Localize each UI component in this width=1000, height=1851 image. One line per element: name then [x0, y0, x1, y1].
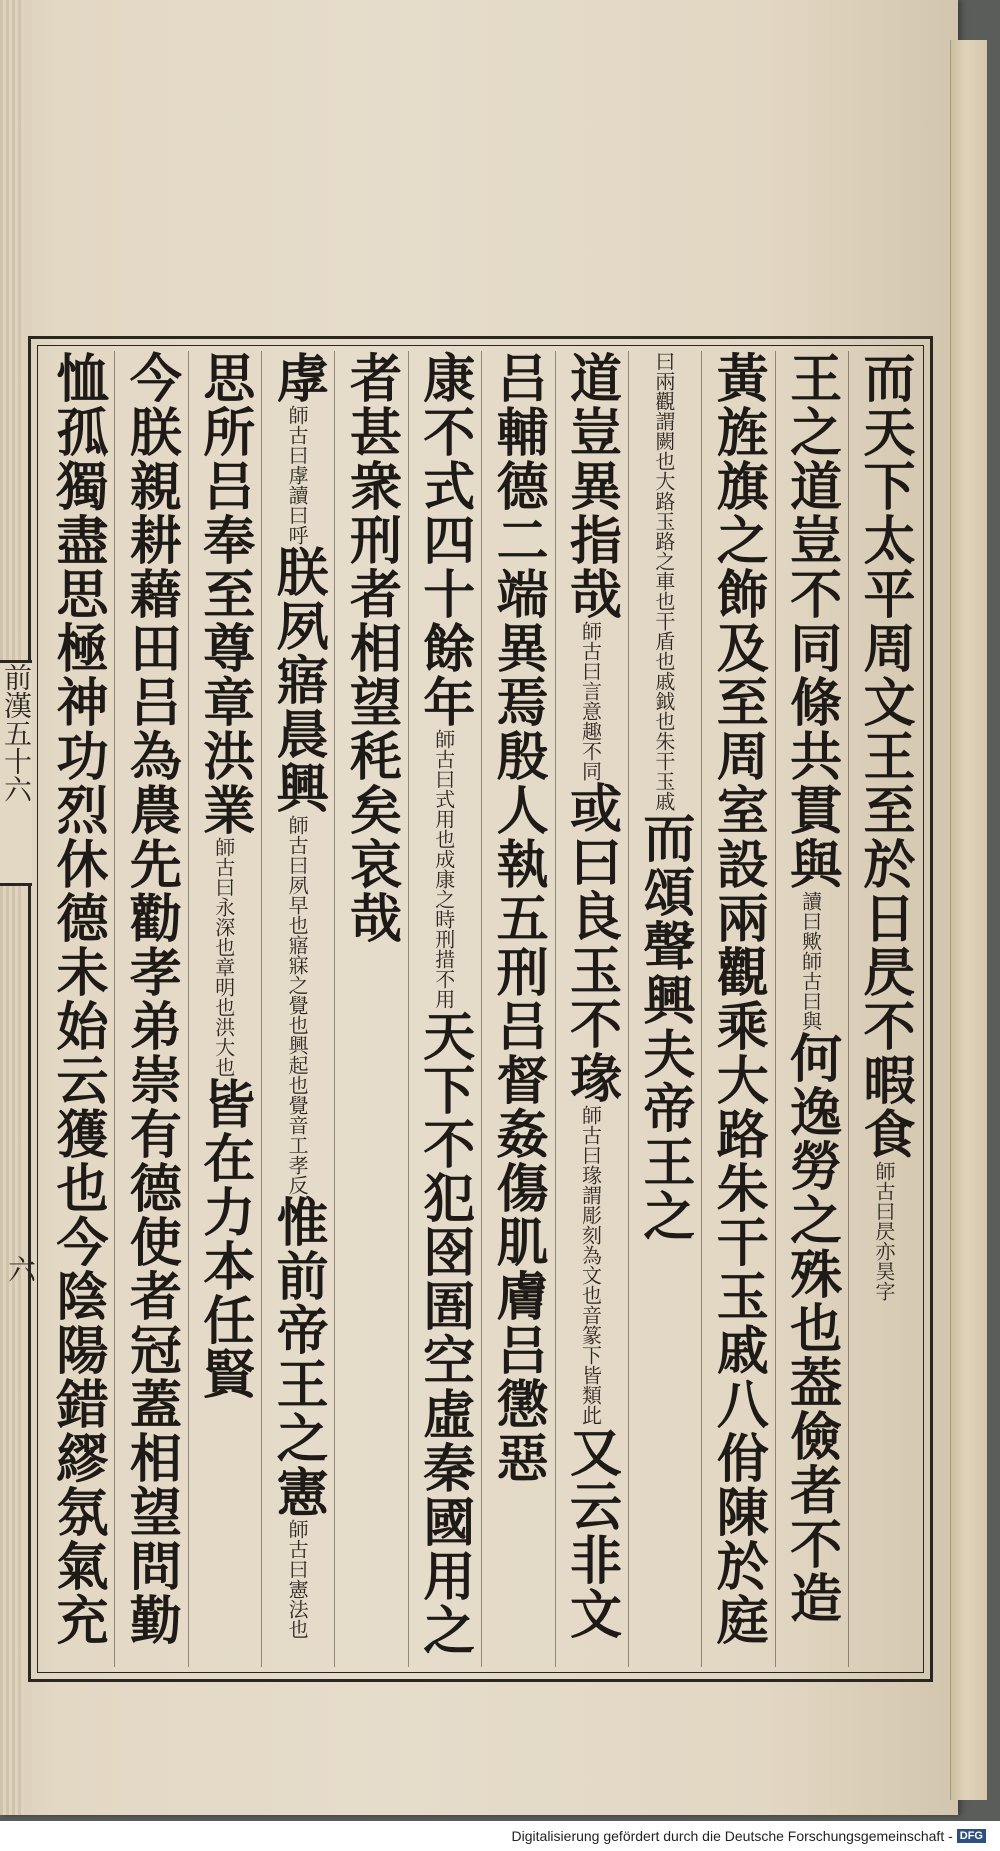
column-text: 皆在力本任賢 — [193, 1077, 255, 1401]
column-text: 朕夙寤晨興 — [267, 545, 329, 815]
column-text: 天下不犯囹圄空虛秦國用之 — [413, 1009, 475, 1657]
column-text: 而頌聲興夫帝王之 — [633, 811, 695, 1243]
text-column — [848, 351, 920, 1667]
next-page-edge — [950, 40, 987, 1800]
column-text: 恤孤獨盡思極神功烈休德未始云獲也今陰陽錯繆氛氣充 — [47, 351, 108, 1647]
commentary-note: 曰兩觀謂闕也大路玉路之車也干盾也戚鉞也朱干玉戚 — [651, 351, 676, 811]
column-text: 康不式四十餘年 — [413, 351, 475, 729]
commentary-note: 師古曰瑑謂彫刻為文也音篆下皆類此 — [578, 1105, 603, 1425]
text-columns — [41, 351, 920, 1667]
commentary-note: 師古曰虖讀曰呼 — [285, 405, 310, 545]
text-frame — [28, 336, 933, 1682]
text-column — [261, 351, 333, 1667]
text-column — [114, 351, 186, 1667]
column-text: 思所吕奉至尊章洪業 — [193, 351, 255, 837]
commentary-note: 師古曰式用也成康之時刑措不用 — [431, 729, 456, 1009]
text-column — [408, 351, 480, 1667]
commentary-note: 師古曰憲法也 — [285, 1519, 310, 1639]
column-text: 虖 — [267, 351, 329, 405]
text-column — [701, 351, 773, 1667]
text-column — [775, 351, 847, 1667]
commentary-note: 師古曰夙早也寤寐之覺也興起也覺音工孝反 — [285, 815, 310, 1195]
column-text: 惟前帝王之憲 — [267, 1195, 329, 1519]
text-column — [481, 351, 553, 1667]
page-fold — [0, 0, 24, 1815]
commentary-note: 讀曰歟師古曰與 — [798, 891, 823, 1031]
column-text: 而天下太平周文王至於日昃不暇食 — [853, 351, 915, 1161]
commentary-note: 師古曰永深也章明也洪大也 — [211, 837, 236, 1077]
footer-bar — [0, 1821, 1000, 1851]
commentary-note: 師古曰言意趣不同 — [578, 621, 603, 781]
column-text: 何逸勞之殊也葢儉者不造 — [780, 1031, 842, 1625]
column-text: 道豈異指哉 — [560, 351, 622, 621]
column-text: 今朕親耕藉田吕為農先勸孝弟崇有德使者冠蓋相望問勤 — [120, 351, 182, 1647]
column-text: 黃旌旗之飾及至周室設兩觀乘大路朱干玉戚八佾陳於庭 — [707, 351, 769, 1647]
leaf-number: 六 — [4, 1255, 37, 1283]
column-text: 或曰良玉不瑑 — [560, 781, 622, 1105]
text-column — [188, 351, 260, 1667]
column-text: 又云非文 — [560, 1425, 622, 1641]
text-column — [41, 351, 113, 1667]
column-text: 吕輔德二端異焉殷人執五刑吕督姦傷肌膚吕懲惡 — [487, 351, 549, 1485]
commentary-note: 師古曰昃亦昊字 — [871, 1161, 896, 1301]
column-text: 者甚衆刑者相望秏矣哀哉 — [340, 351, 402, 945]
column-text: 王之道豈不同條共貫與 — [780, 351, 842, 891]
dfg-logo: DFG — [957, 1829, 986, 1843]
margin-title: 前漢五十六 — [0, 660, 32, 886]
text-column — [555, 351, 627, 1667]
footer-credit: Digitalisierung gefördert durch die Deutsche Forschungsgemeinschaft - — [511, 1828, 953, 1844]
text-column — [334, 351, 406, 1667]
text-column — [628, 351, 700, 1667]
